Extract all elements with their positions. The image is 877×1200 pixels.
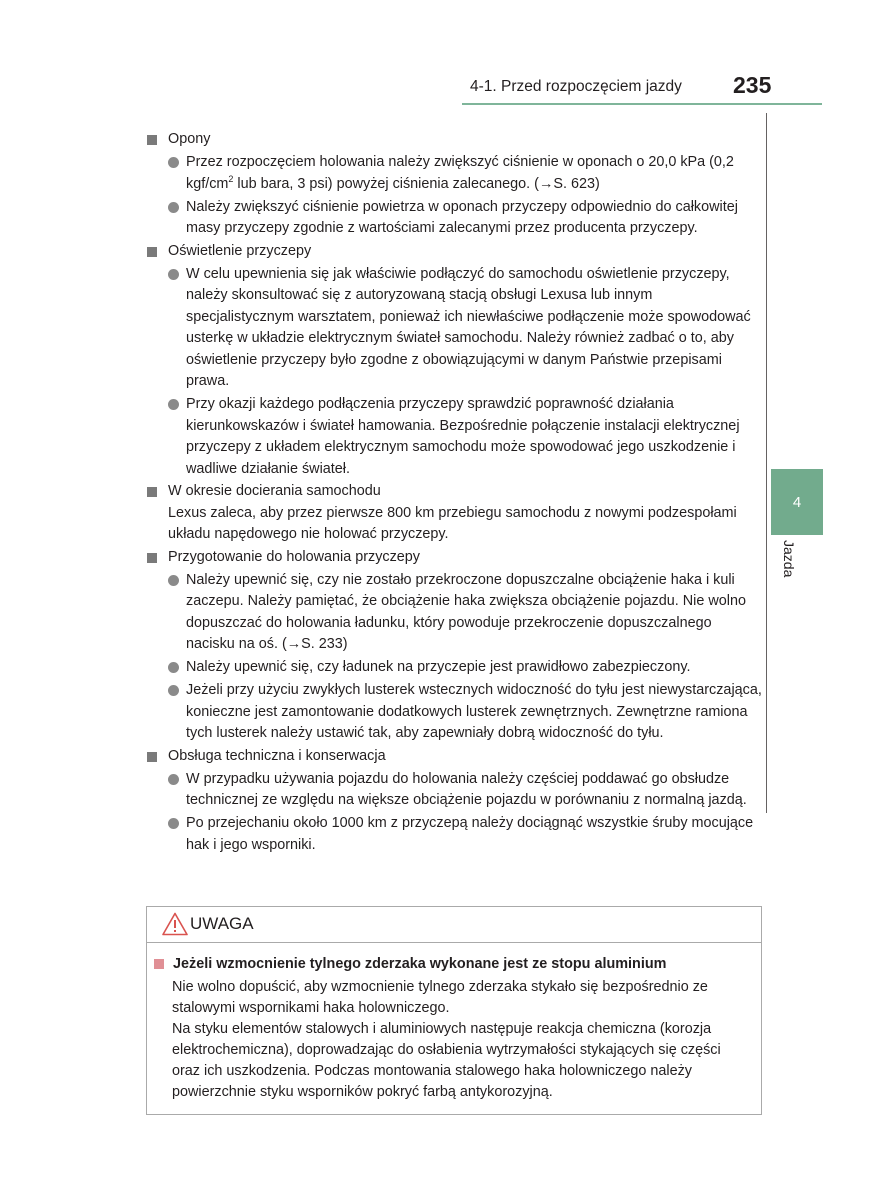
section-heading-text: Oświetlenie przyczepy	[168, 242, 312, 259]
bullet-dot-icon	[168, 818, 179, 829]
warning-box	[146, 906, 762, 1115]
section-title: 4-1. Przed rozpoczęciem jazdy	[470, 78, 682, 95]
bullet-text: Należy upewnić się, czy nie zostało przekroczone dopuszczalne obciążenie haka i kuli zaczepu. Należy pamiętać, że obciążenie haka zwiększa obciążenie pojazdu. Nie wolno dopuszczać do holowania ładunku, który powoduje przekroczenie dopuszczalnego nacisku na oś. (→S. 233)	[186, 571, 746, 652]
bullet-dot-icon	[168, 685, 179, 696]
bullet-dot-icon	[168, 399, 179, 410]
warning-triangle-icon	[162, 912, 188, 936]
section-heading	[147, 481, 764, 503]
bullet-item	[147, 264, 764, 393]
bullet-item	[147, 813, 764, 856]
section-square-icon	[147, 487, 157, 497]
section-paragraph: Lexus zaleca, aby przez pierwsze 800 km przebiegu samochodu z nowymi podzespołami układu napędowego nie holować przyczepy.	[168, 504, 737, 542]
bullet-item	[147, 769, 764, 812]
section-heading-text: W okresie docierania samochodu	[168, 483, 381, 499]
bullet-item	[147, 152, 764, 195]
warning-header	[147, 907, 761, 943]
bullet-dot-icon	[168, 575, 179, 586]
bullet-item	[147, 680, 764, 745]
chapter-label: Jazda	[781, 540, 797, 578]
bullet-dot-icon	[168, 202, 179, 213]
bullet-text-post: lub bara, 3 psi) powyżej ciśnienia zalecanego. (→S. 623)	[233, 175, 600, 192]
bullet-dot-icon	[168, 662, 179, 673]
section-square-icon	[147, 247, 157, 257]
section-heading	[147, 547, 764, 569]
bullet-text: Przy okazji każdego podłączenia przyczepy sprawdzić poprawność działania kierunkowskazów i świateł hamowania. Bezpośrednie połączenie instalacji elektrycznej przyczepy z układem elektrycznym samochodu może spowodować jego uszkodzenie i wadliwe działanie świateł.	[186, 396, 740, 477]
section-square-icon	[147, 135, 157, 145]
bullet-dot-icon	[168, 774, 179, 785]
bullet-text: W przypadku używania pojazdu do holowania należy częściej poddawać go obsłudze technicznej ze względu na większe obciążenie pojazdu w porównaniu z normalną jazdą.	[186, 770, 747, 808]
bullet-text: Należy zwiększyć ciśnienie powietrza w oponach przyczepy odpowiednio do całkowitej masy przyczepy zgodnie z wartościami zalecanymi przez producenta przyczepy.	[186, 198, 738, 236]
warning-title: UWAGA	[190, 914, 254, 933]
warning-subheading	[154, 954, 747, 975]
superscript: 2	[228, 173, 234, 184]
bullet-text: Jeżeli przy użyciu zwykłych lusterek wstecznych widoczność do tyłu jest niewystarczająca, konieczne jest zamontowanie dodatkowych lusterek zewnętrznych. Zewnętrzne ramiona tych lusterek należy ustawić tak, aby zapewniały dobrą widoczność do tyłu.	[186, 682, 762, 741]
section-heading-text: Przygotowanie do holowania przyczepy	[168, 548, 420, 565]
warning-subheading-text: Jeżeli wzmocnienie tylnego zderzaka wykonane jest ze stopu aluminium	[173, 956, 667, 972]
warning-square-icon	[154, 959, 164, 969]
bullet-text: W celu upewnienia się jak właściwie podłączyć do samochodu oświetlenie przyczepy, należy skonsultować się z autoryzowaną stacją obsługi Lexusa lub innym specjalistycznym warsztatem, ponieważ ich niewłaściwe podłączenie może spowodować usterkę w układzie elektrycznym świateł samochodu. Należy również zadbać o to, aby oświetlenie przyczepy było zgodne z obowiązującymi w danym Państwie przepisami prawa.	[186, 265, 751, 389]
header-rule	[462, 103, 822, 105]
bullet-text-pre: Przez rozpoczęciem holowania należy zwiększyć ciśnienie w oponach o 20,0 kPa (0,2 kgf/cm	[186, 154, 734, 192]
section-heading	[147, 129, 764, 151]
section-heading-text: Opony	[168, 131, 211, 147]
main-content	[147, 128, 764, 856]
warning-paragraph: Nie wolno dopuścić, aby wzmocnienie tylnego zderzaka stykało się bezpośrednio ze stalowymi wspornikami haka holowniczego.	[172, 979, 708, 1016]
bullet-text: Należy upewnić się, czy ładunek na przyczepie jest prawidłowo zabezpieczony.	[186, 659, 691, 675]
bullet-item	[147, 570, 764, 656]
section-square-icon	[147, 553, 157, 563]
warning-body	[147, 943, 761, 1103]
bullet-item	[147, 394, 764, 480]
warning-paragraph: Na styku elementów stalowych i aluminiowych następuje reakcja chemiczna (korozja elektrochemiczna), doprowadzając do osłabienia wytrzymałości stykających się części oraz ich uszkodzenia. Podczas montowania stalowego haka holowniczego należy powierzchnie styku wsporników pokryć farbą antykorozyjną.	[172, 1021, 721, 1100]
section-heading-text: Obsługa techniczna i konserwacja	[168, 747, 386, 764]
margin-line	[766, 113, 767, 813]
bullet-item	[147, 197, 764, 240]
section-heading	[147, 746, 764, 768]
bullet-text: Po przejechaniu około 1000 km z przyczepą należy dociągnąć wszystkie śruby mocujące hak i jego wsporniki.	[186, 815, 754, 853]
bullet-dot-icon	[168, 157, 179, 168]
page-number: 235	[733, 72, 772, 98]
chapter-tab: 4	[771, 469, 823, 535]
section-heading	[147, 241, 764, 263]
bullet-dot-icon	[168, 269, 179, 280]
section-square-icon	[147, 752, 157, 762]
bullet-item	[147, 657, 764, 679]
